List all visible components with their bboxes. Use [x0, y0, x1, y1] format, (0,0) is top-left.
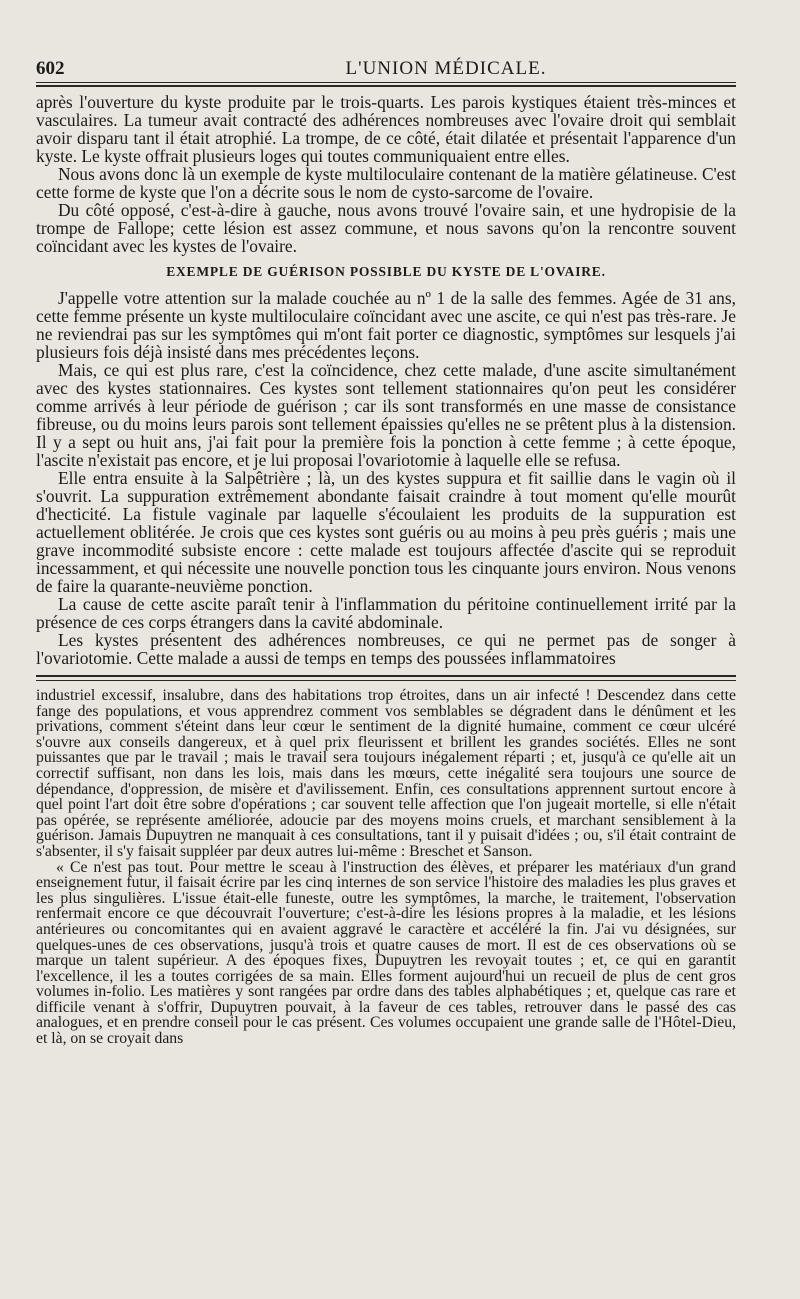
- feuilleton-section: [36, 688, 736, 1047]
- feuilleton-divider: [36, 675, 736, 681]
- paragraph: Du côté opposé, c'est-à-dire à gauche, nous avons trouvé l'ovaire sain, et une hydropisie de la trompe de Fallope; cette lésion est assez commune, et nous savons qu'on la rencontre souvent coïncidant avec les kystes de l'ovaire.: [36, 200, 736, 256]
- main-article: [36, 93, 736, 667]
- section-heading: EXEMPLE DE GUÉRISON POSSIBLE DU KYSTE DE L'OVAIRE.: [166, 264, 606, 279]
- page-number: 602: [36, 58, 65, 79]
- paragraph: J'appelle votre attention sur la malade couchée au nº 1 de la salle des femmes. Agée de 31 ans, cette femme présente un kyste multiloculaire coïncidant avec une ascite, ce qui n'est pas très-rare. Je ne reviendrai pas sur les symptômes qui m'ont fait porter ce diagnostic, symptômes sur lesquels j'ai plusieurs fois déjà insisté dans mes précédentes leçons.: [36, 288, 736, 362]
- paragraph: Les kystes présentent des adhérences nombreuses, ce qui ne permet pas de songer à l'ovariotomie. Cette malade a aussi de temps en temps des poussées inflammatoires: [36, 630, 736, 668]
- header-rule: [36, 85, 736, 87]
- paragraph: La cause de cette ascite paraît tenir à l'inflammation du péritoine continuellement irrité par la présence de ces corps étrangers dans la cavité abdominale.: [36, 594, 736, 632]
- paragraph: Nous avons donc là un exemple de kyste multiloculaire contenant de la matière gélatineuse. C'est cette forme de kyste que l'on a décrite sous le nom de cysto-sarcome de l'ovaire.: [36, 164, 736, 202]
- paragraph: après l'ouverture du kyste produite par le trois-quarts. Les parois kystiques étaient très-minces et vasculaires. La tumeur avait contracté des adhérences nombreuses avec l'ovaire droit qui semblait avoir disparu tant il était atrophié. La trompe, de ce côté, était dilatée et présentait l'apparence d'un kyste. Le kyste offrait plusieurs loges qui toutes communiquaient entre elles.: [36, 92, 736, 166]
- running-head: [36, 52, 736, 83]
- feuilleton-paragraph: « Ce n'est pas tout. Pour mettre le sceau à l'instruction des élèves, et préparer les matériaux d'un grand enseignement futur, il faisait écrire par les cinq internes de son service l'histoire des maladies les plus graves et les plus singulières. L'issue était-elle funeste, outre les symptômes, la marche, le traitement, l'observation renfermait encore ce que découvrait l'ouverture; c'est-à-dire les lésions propres à la maladie, et les lésions antérieures ou concomitantes qui en avaient aggravé le caractère et accéléré la fin. J'ai vu désignées, sur quelques-unes de ces observations, jusqu'à trois et quatre causes de mort. Il est de ces observations où se marque un talent supérieur. A des époques fixes, Dupuytren les revoyait toutes ; et, ce qui en garantit l'excellence, il les a toutes corrigées de sa main. Elles forment aujourd'hui un recueil de plus de cent gros volumes in-folio. Les matières y sont rangées par ordre dans des tables alphabétiques ; et, quelque cas rare et difficile venant à s'offrir, Dupuytren pouvait, à la faveur de ces tables, retrouver dans le passé des cas analogues, et en prendre conseil pour le cas présent. Ces volumes occupaient une grande salle de l'Hôtel-Dieu, et là, on se croyait dans: [36, 858, 736, 1048]
- journal-title: L'UNION MÉDICALE.: [345, 58, 547, 79]
- feuilleton-paragraph: industriel excessif, insalubre, dans des habitations trop étroites, dans un air infecté ! Descendez dans cette fange des populations, et vous apprendrez comment vos semblables se dégradent dans le dénûment et les privations, comment s'éteint dans leur cœur le sentiment de la dignité humaine, comment ce cœur ulcéré s'ouvre aux conseils dangereux, et à quel prix fleurissent et brillent les grandes sociétés. Elles ne sont puissantes que par le travail ; mais le travail sera toujours inégalement réparti ; et, jusqu'à ce qu'elle ait un correctif suffisant, non dans les lois, mais dans les mœurs, cette inégalité sera toujours une source de dépendance, d'oppression, de misère et d'avilissement. Enfin, ces consultations apprennent surtout encore à quel point l'art doit être sobre d'opérations ; car souvent telle affection que l'on jugeait mortelle, si elle n'était pas opérée, se représente améliorée, adoucie par des moyens moins cruels, et marchant sensiblement à la guérison. Jamais Dupuytren ne manquait à ces consultations, tant il y puisait d'idées ; ou, s'il était contraint de s'absenter, il s'y faisait suppléer par deux autres lui-même : Breschet et Sanson.: [36, 687, 736, 860]
- paragraph: Mais, ce qui est plus rare, c'est la coïncidence, chez cette malade, d'une ascite simultanément avec des kystes stationnaires. Ces kystes sont tellement stationnaires qu'on peut les considérer comme arrivés à leur période de guérison ; car ils sont transformés en une masse de consistance fibreuse, ou du moins leurs parois sont tellement épaissies qu'elles ne se prêtent plus à la distension. Il y a sept ou huit ans, j'ai fait pour la première fois la ponction à cette femme ; à cette époque, l'ascite n'existait pas encore, et je lui proposai l'ovariotomie à laquelle elle se refusa.: [36, 360, 736, 470]
- paragraph: Elle entra ensuite à la Salpêtrière ; là, un des kystes suppura et fit saillie dans le vagin où il s'ouvrit. La suppuration extrêmement abondante faisait craindre à tout moment qu'elle mourût d'hecticité. La fistule vaginale par laquelle s'écoulaient les produits de la suppuration est actuellement oblitérée. Je crois que ces kystes sont guéris ou au moins à peu près guéris ; mais une grave incommodité subsiste encore : cette malade est toujours affectée d'ascite qui se reproduit incessamment, et qui nécessite une nouvelle ponction tous les cinquante jours environ. Nous venons de faire la quarante-neuvième ponction.: [36, 468, 736, 596]
